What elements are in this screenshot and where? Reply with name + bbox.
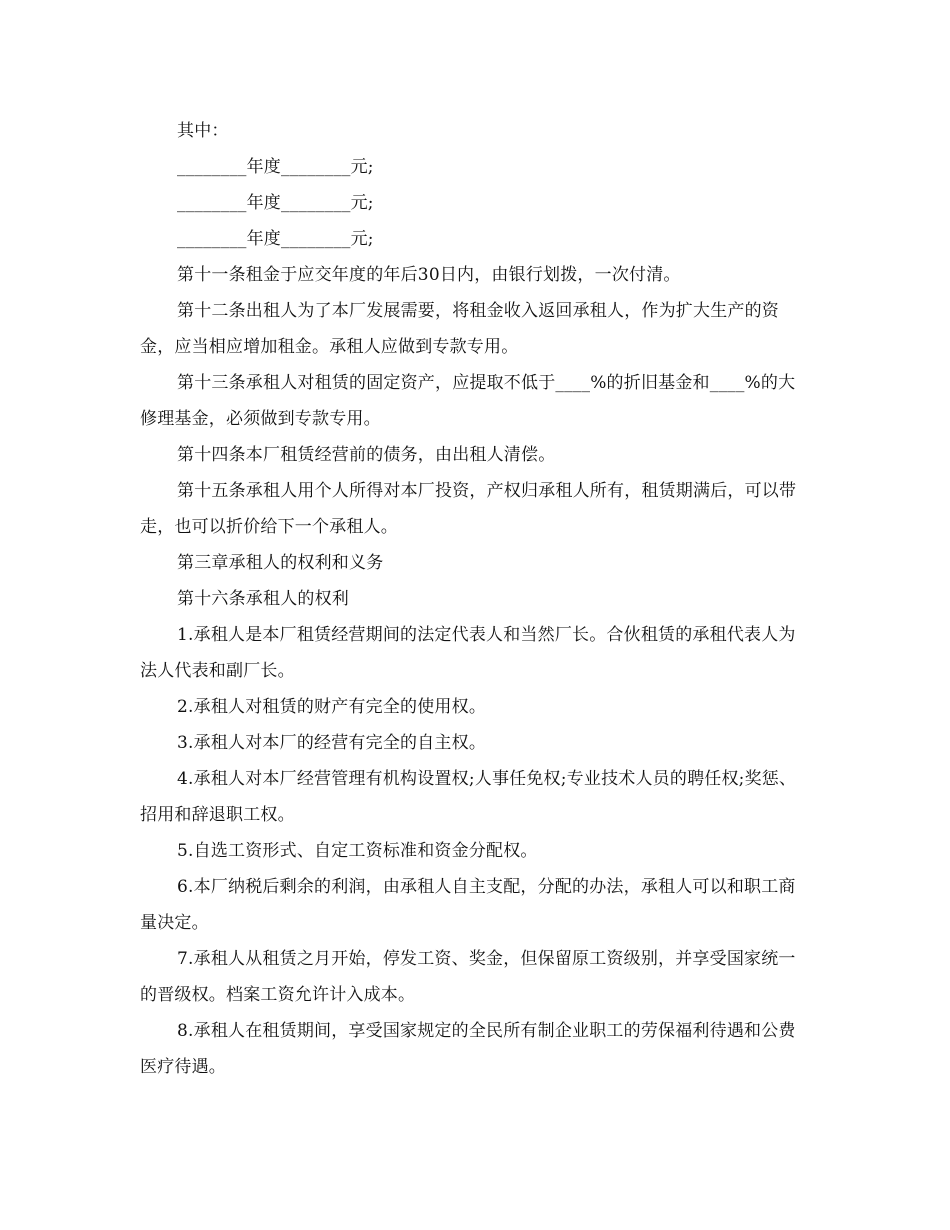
list-item-3: 3.承租人对本厂的经营有完全的自主权。 [177, 733, 487, 753]
list-item-2: 2.承租人对租赁的财产有完全的使用权。 [177, 697, 487, 717]
paragraph-article-16: 第十六条承租人的权利 [177, 589, 349, 609]
paragraph-year-blank-3: ________年度________元; [177, 229, 374, 249]
document-page [140, 113, 810, 1085]
list-item-6: 6.本厂纳税后剩余的利润，由承租人自主支配，分配的办法，承租人可以和职工商量决定。 [140, 877, 796, 933]
chapter-heading-3: 第三章承租人的权利和义务 [177, 553, 384, 573]
list-item-7: 7.承租人从租赁之月开始，停发工资、奖金，但保留原工资级别，并享受国家统一的晋级权。档案工资允许计入成本。 [140, 949, 796, 1005]
paragraph-year-blank-1: ________年度________元; [177, 157, 374, 177]
list-item-5: 5.自选工资形式、自定工资标准和资金分配权。 [177, 841, 538, 861]
paragraph-article-13: 第十三条承租人对租赁的固定资产，应提取不低于____%的折旧基金和____%的大修理基金，必须做到专款专用。 [140, 373, 796, 429]
list-item-8: 8.承租人在租赁期间，享受国家规定的全民所有制企业职工的劳保福利待遇和公费医疗待遇。 [140, 1021, 796, 1077]
paragraph-article-14: 第十四条本厂租赁经营前的债务，由出租人清偿。 [177, 445, 556, 465]
list-item-4: 4.承租人对本厂经营管理有机构设置权;人事任免权;专业技术人员的聘任权;奖惩、招用和辞退职工权。 [140, 769, 797, 825]
paragraph-intro: 其中： [177, 121, 229, 141]
paragraph-year-blank-2: ________年度________元; [177, 193, 374, 213]
paragraph-article-12: 第十二条出租人为了本厂发展需要，将租金收入返回承租人，作为扩大生产的资金，应当相应增加租金。承租人应做到专款专用。 [140, 301, 779, 357]
paragraph-article-11: 第十一条租金于应交年度的年后30日内，由银行划拨，一次付清。 [177, 265, 681, 285]
list-item-1: 1.承租人是本厂租赁经营期间的法定代表人和当然厂长。合伙租赁的承租代表人为法人代表和副厂长。 [140, 625, 796, 681]
paragraph-article-15: 第十五条承租人用个人所得对本厂投资，产权归承租人所有，租赁期满后，可以带走，也可以折价给下一个承租人。 [140, 481, 797, 537]
